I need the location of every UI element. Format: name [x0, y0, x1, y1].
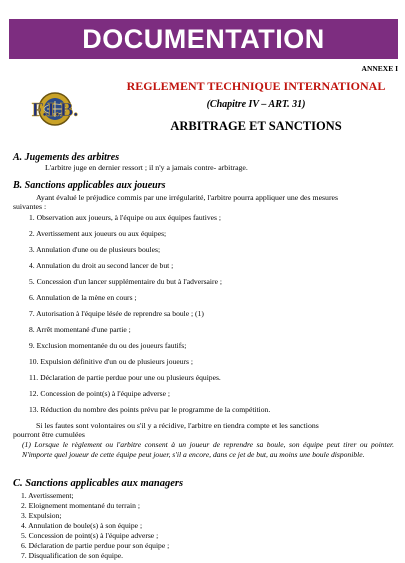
- section-b-intro-line2: suivantes :: [13, 202, 47, 211]
- sanction-item: 4. Annulation du droit au second lancer de but ;: [29, 261, 174, 270]
- sanction-item: 5. Concession d'un lancer supplémentaire du but à l'adversaire ;: [29, 277, 222, 286]
- manager-sanction-item: 5. Concession de point(s) à l'équipe adverse ;: [21, 531, 159, 540]
- annex-label: ANNEXE I: [361, 64, 398, 73]
- section-b-intro-line1: Ayant évalué le préjudice commis par une irrégularité, l'arbitre pourra appliquer une des mesures: [36, 193, 339, 202]
- cumul-text-line2: pourront être cumulées: [13, 430, 85, 439]
- manager-sanction-item: 7. Disqualification de son équipe.: [21, 551, 124, 560]
- section-c-heading: C. Sanctions applicables aux managers: [13, 478, 184, 489]
- sanction-item: 13. Réduction du nombre des points prévu par le programme de la compétition.: [29, 405, 271, 414]
- section-a-text: L'arbitre juge en dernier ressort ; il n'y a jamais contre- arbitrage.: [45, 163, 248, 172]
- sanction-item: 9. Exclusion momentanée du ou des joueurs fautifs;: [29, 341, 187, 350]
- manager-sanction-item: 6. Déclaration de partie perdue pour son équipe ;: [21, 541, 170, 550]
- logo-text: F.I.B.: [31, 99, 79, 121]
- chapter-reference: (Chapitre IV – ART. 31): [206, 99, 306, 110]
- banner-title: DOCUMENTATION: [82, 23, 325, 54]
- sanction-item: 3. Annulation d'une ou de plusieurs boules;: [29, 245, 161, 254]
- fib-logo: [11, 91, 99, 127]
- manager-sanction-item: 1. Avertissement;: [21, 491, 74, 500]
- manager-sanction-item: 2. Eloignement momentané du terrain ;: [21, 501, 140, 510]
- sanction-item: 12. Concession de point(s) à l'équipe adverse ;: [29, 389, 170, 398]
- sanction-item: 7. Autorisation à l'équipe lésée de reprendre sa boule ; (1): [29, 309, 204, 318]
- manager-sanction-item: 4. Annulation de boule(s) à son équipe ;: [21, 521, 143, 530]
- sanction-item: 10. Expulsion définitive d'un ou de plusieurs joueurs ;: [29, 357, 193, 366]
- sanction-item: 6. Annulation de la mène en cours ;: [29, 293, 137, 302]
- sanction-item: 8. Arrêt momentané d'une partie ;: [29, 325, 131, 334]
- manager-sanction-item: 3. Expulsion;: [21, 511, 62, 520]
- footnote: (1) Lorsque le règlement ou l'arbitre consent à un joueur de reprendre sa boule, son équipe peut tirer ou pointer. N'importe quel joueur de cette équipe peut jouer, s'il a encore, dans ce jet de but, au moins une boule disponible.: [22, 440, 394, 459]
- regulation-title: REGLEMENT TECHNIQUE INTERNATIONAL: [126, 79, 386, 93]
- sanction-item: 11. Déclaration de partie perdue pour une ou plusieurs équipes.: [29, 373, 221, 382]
- section-a-heading: A. Jugements des arbitres: [13, 152, 120, 163]
- section-b-heading: B. Sanctions applicables aux joueurs: [13, 180, 166, 191]
- documentation-banner: [9, 19, 398, 59]
- cumul-text-line1: Si les fautes sont volontaires ou s'il y a récidive, l'arbitre en tiendra compte et les sanctions: [36, 421, 319, 430]
- sanction-item: 1. Observation aux joueurs, à l'équipe ou aux équipes fautives ;: [29, 213, 222, 222]
- sanction-item: 2. Avertissement aux joueurs ou aux équipes;: [29, 229, 167, 238]
- document-subtitle: ARBITRAGE ET SANCTIONS: [170, 119, 342, 133]
